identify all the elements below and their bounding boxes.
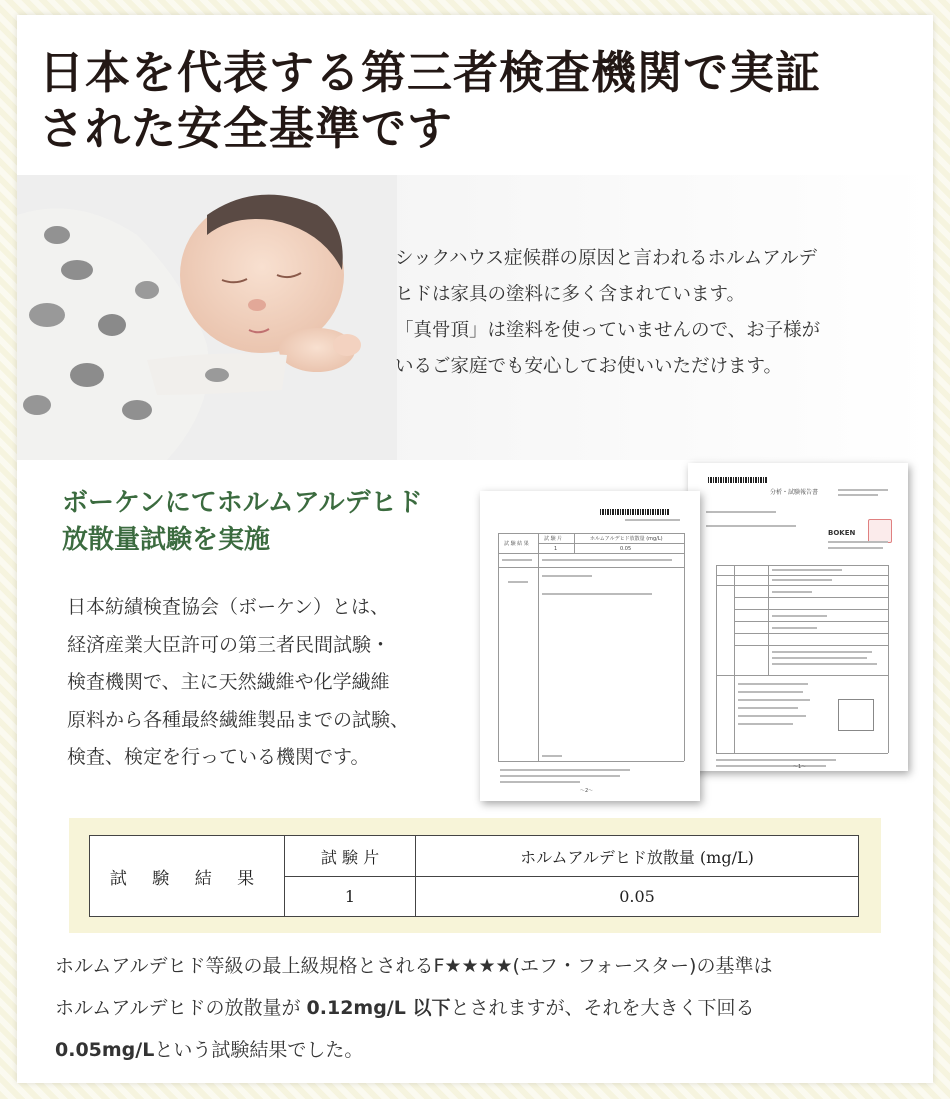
doc-specimen-header: 試 験 片	[544, 536, 563, 542]
boken-heading-line-2: 放散量試験を実施	[62, 525, 271, 555]
content-card	[17, 15, 933, 1083]
hero-paragraph-1	[395, 241, 915, 313]
conclusion-line-1-text: ホルムアルデヒド等級の最上級規格とされるF★★★★(エフ・フォースター)の基準は	[55, 955, 773, 977]
boken-description-line: 検査機関で、主に天然繊維や化学繊維	[67, 671, 390, 693]
hero-paragraph-1-line-1: シックハウス症候群の原因と言われるホルムアルデ	[395, 248, 817, 269]
conclusion-line-3-post: という試験結果でした。	[154, 1039, 364, 1061]
page-number: 〜1〜	[793, 764, 807, 770]
specimen-diagram	[838, 699, 874, 731]
conclusion-line-2	[55, 987, 915, 1029]
report-title: 分析・試験報告書	[770, 489, 819, 496]
barcode-icon	[708, 477, 768, 483]
boken-description-line: 検査、検定を行っている機関です。	[67, 746, 370, 768]
hero-paragraph-1-line-2: ヒドは家具の塗料に多く含まれています。	[395, 284, 746, 305]
result-row-label: 試 験 結 果	[90, 836, 285, 917]
specimen-value: 1	[285, 877, 416, 917]
result-table	[89, 835, 859, 917]
seal-icon	[868, 519, 892, 543]
conclusion-line-3	[55, 1029, 915, 1071]
conclusion-text	[55, 945, 915, 1071]
test-result-value: 0.05mg/L	[55, 1039, 155, 1061]
boken-description-line: 経済産業大臣許可の第三者民間試験・	[67, 633, 391, 656]
hero-section	[17, 175, 933, 460]
title-line-2: された安全基準です	[39, 102, 454, 155]
doc-specimen-value: 1	[554, 546, 558, 552]
boken-logo: BOKEN	[828, 529, 856, 537]
conclusion-line-2-post: とされますが、それを大きく下回る	[450, 997, 755, 1019]
hero-paragraph-2-line-2: いるご家庭でも安心してお使いいただけます。	[395, 356, 783, 377]
amount-value: 0.05	[416, 877, 859, 917]
page-title	[39, 45, 821, 157]
result-table-panel	[69, 818, 881, 933]
test-report-document-1	[480, 491, 700, 801]
title-line-1: 日本を代表する第三者検査機関で実証	[39, 46, 822, 99]
hero-paragraph-2-line-1: 「真骨頂」は塗料を使っていませんので、お子様が	[395, 320, 821, 341]
doc-result-label: 試 験 結 果	[504, 541, 529, 547]
test-report-document-2	[688, 463, 908, 771]
conclusion-line-2-pre: ホルムアルデヒドの放散量が	[55, 997, 307, 1019]
amount-header: ホルムアルデヒド放散量 (mg/L)	[416, 836, 859, 877]
standard-limit-value: 0.12mg/L 以下	[306, 997, 451, 1019]
conclusion-line-1	[55, 945, 915, 987]
boken-description-line: 原料から各種最終繊維製品までの試験、	[67, 708, 410, 731]
specimen-header: 試 験 片	[285, 836, 416, 877]
boken-description-line: 日本紡績検査協会（ボーケン）とは、	[67, 596, 390, 618]
boken-heading-line-1: ボーケンにてホルムアルデヒド	[62, 488, 423, 518]
barcode-icon	[600, 509, 670, 515]
sleeping-baby-photo	[17, 175, 397, 460]
doc-amount-value: 0.05	[620, 546, 632, 552]
doc-amount-header: ホルムアルデヒド放散量 (mg/L)	[590, 536, 663, 542]
hero-paragraph-2	[395, 313, 915, 385]
boken-heading	[62, 485, 423, 559]
hero-description	[395, 241, 915, 385]
page-number: 〜2〜	[580, 788, 594, 794]
boken-description	[67, 589, 467, 777]
